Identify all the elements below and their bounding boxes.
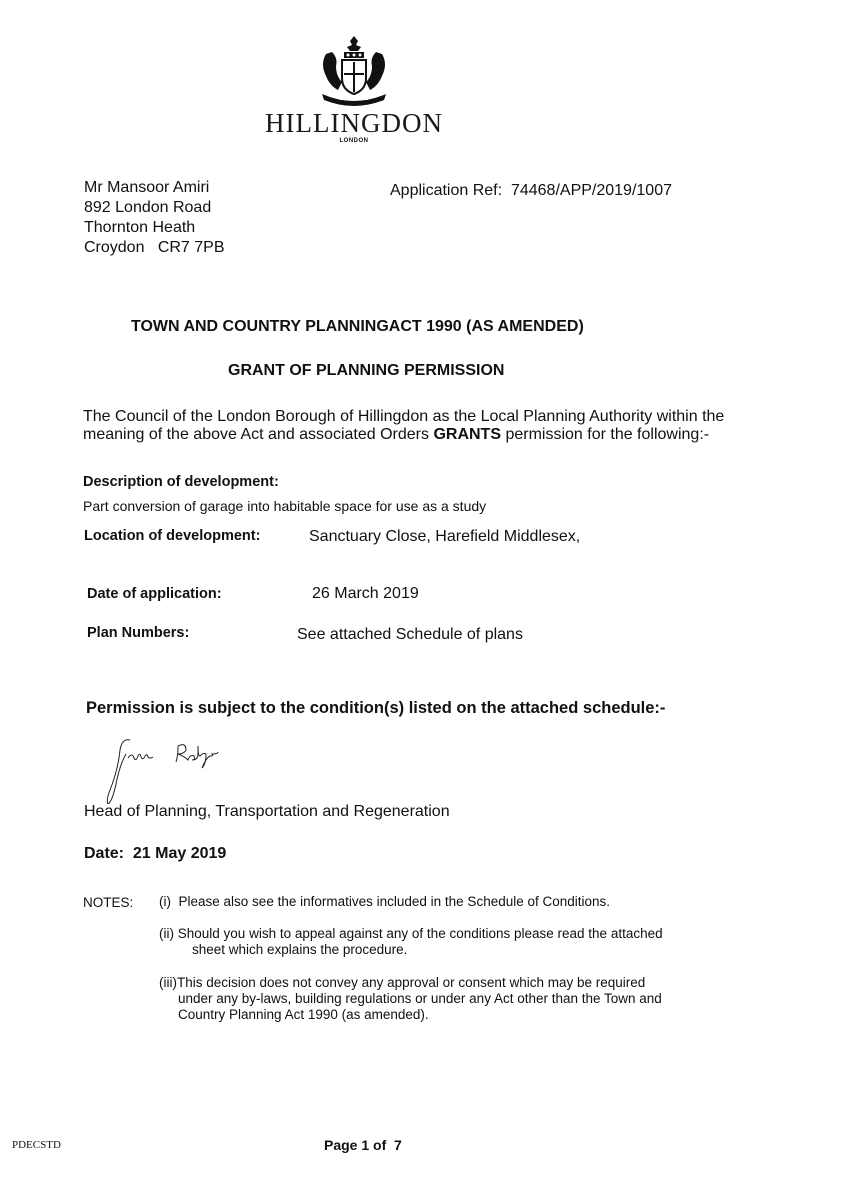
note-number: (i) — [159, 894, 171, 909]
note-number: (iii) — [159, 975, 177, 990]
act-title: TOWN AND COUNTRY PLANNINGACT 1990 (AS AMENDED) — [131, 318, 584, 335]
location-value: Sanctuary Close, Harefield Middlesex, — [309, 528, 581, 545]
note-text: Should you wish to appeal against any of the conditions please read the attached — [177, 926, 663, 941]
signature-icon — [100, 734, 250, 804]
address-line: 892 London Road — [84, 199, 212, 216]
note-number: (ii) — [159, 926, 174, 941]
address-line: Thornton Heath — [84, 219, 196, 236]
application-ref-value: 74468/APP/2019/1007 — [510, 182, 672, 199]
plan-numbers-value: See attached Schedule of plans — [297, 626, 523, 643]
note-item — [159, 975, 662, 1023]
application-ref-label: Application Ref: — [390, 182, 503, 199]
address-line: Mr Mansoor Amiri — [84, 179, 210, 196]
date-of-application-label: Date of application: — [87, 586, 222, 602]
note-text: Country Planning Act 1990 (as amended). — [178, 1007, 429, 1022]
note-item — [159, 926, 663, 958]
council-logo — [262, 34, 446, 146]
coat-of-arms-icon — [316, 34, 392, 108]
council-subtitle: LONDON — [339, 138, 369, 144]
notes-label: NOTES: — [83, 895, 134, 910]
note-item — [159, 894, 610, 910]
note-text: Please also see the informatives included in the Schedule of Conditions. — [178, 894, 611, 909]
date-of-application-value: 26 March 2019 — [312, 585, 419, 602]
document-code: PDECSTD — [12, 1139, 61, 1151]
permission-statement: Permission is subject to the condition(s) listed on the attached schedule:- — [86, 699, 666, 717]
intro-text-end: permission for the following:- — [501, 426, 710, 443]
council-wordmark: HILLINGDON — [265, 108, 443, 138]
note-text: This decision does not convey any approval or consent which may be required — [177, 975, 646, 990]
description-value: Part conversion of garage into habitable space for use as a study — [83, 498, 487, 514]
intro-text: The Council of the London Borough of Hillingdon as the Local Planning Authority within the meaning of the above Act and associated Orders — [83, 408, 725, 443]
page-number: Page 1 of 7 — [324, 1137, 402, 1153]
note-text: sheet which explains the procedure. — [192, 942, 408, 957]
signatory-title: Head of Planning, Transportation and Regeneration — [84, 803, 450, 820]
location-label: Location of development: — [84, 528, 261, 544]
description-label: Description of development: — [83, 474, 279, 490]
intro-grants: GRANTS — [433, 426, 501, 443]
application-ref — [390, 182, 672, 200]
note-text: under any by-laws, building regulations or under any Act other than the Town and — [178, 991, 662, 1006]
grant-title: GRANT OF PLANNING PERMISSION — [228, 362, 505, 379]
plan-numbers-label: Plan Numbers: — [87, 625, 190, 641]
recipient-address — [84, 178, 225, 258]
decision-date: Date: 21 May 2019 — [84, 845, 227, 862]
intro-paragraph — [83, 408, 743, 444]
address-line: Croydon CR7 7PB — [84, 239, 225, 256]
